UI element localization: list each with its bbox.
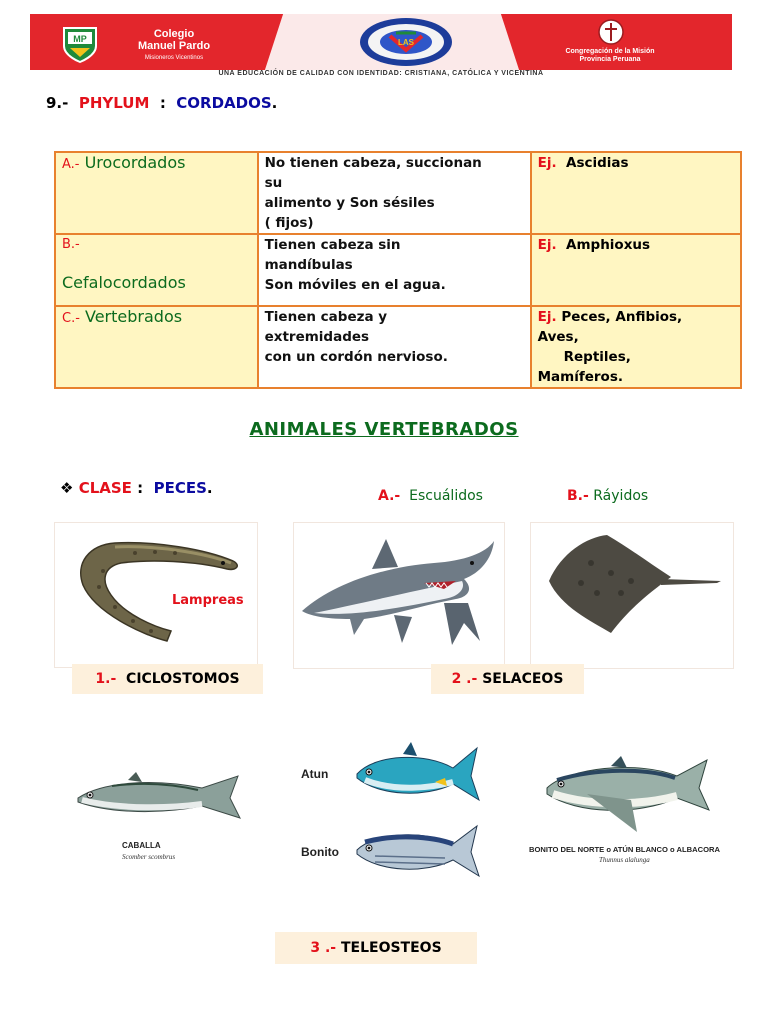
example-value: Ascidias — [566, 155, 629, 171]
diamond-bullet-icon: ❖ — [60, 479, 74, 497]
group-number: 3 .- — [310, 940, 337, 956]
albacore-scientific-name: Thunnus alalunga — [599, 856, 650, 864]
row-letter: C.- — [62, 311, 80, 326]
shark-image — [293, 522, 505, 669]
group-label-teleosteos — [275, 932, 477, 964]
subgroup-a-letter: A.- — [378, 488, 401, 504]
example-label: Ej. — [537, 155, 557, 171]
table-row — [55, 306, 741, 388]
subgroup-b — [567, 488, 648, 504]
mackerel-scientific-name: Scomber scombrus — [122, 853, 176, 861]
table-cell-description — [258, 306, 531, 388]
table-cell-example — [531, 152, 741, 234]
heading-dot: . — [271, 94, 278, 112]
tuna-bonito-illustration — [295, 738, 481, 886]
heading-phylum-name: CORDADOS — [176, 94, 272, 112]
mackerel-illustration — [72, 766, 248, 866]
clase-dot: . — [206, 479, 213, 497]
mackerel-caption: CABALLA — [122, 841, 161, 850]
group-name: TELEOSTEOS — [340, 940, 442, 956]
description-line: con un cordón nervioso. — [264, 349, 448, 365]
bonito-label: Bonito — [301, 845, 339, 859]
albacore-illustration — [527, 754, 733, 866]
description-line: No tienen cabeza, succionan — [264, 155, 482, 171]
ray-illustration — [531, 523, 733, 668]
chordates-table — [54, 151, 742, 389]
row-group-name: Urocordados — [84, 153, 186, 172]
row-letter: A.- — [62, 157, 80, 172]
school-name-line2: Manuel Pardo — [137, 40, 211, 52]
group-name: SELACEOS — [482, 671, 564, 687]
table-cell-group — [55, 234, 258, 306]
shark-illustration — [294, 523, 504, 668]
school-motto: UNA EDUCACIÓN DE CALIDAD CON IDENTIDAD: CRISTIANA, CATÓLICA Y VICENTINA — [218, 70, 544, 77]
heading-number: 9.- — [46, 94, 69, 112]
group-name: CICLOSTOMOS — [126, 671, 240, 687]
center-seal-logo — [356, 16, 456, 68]
example-value: Mamíferos. — [537, 369, 623, 385]
section-title: ANIMALES VERTEBRADOS — [249, 419, 519, 440]
congregation-name — [555, 48, 665, 64]
example-label: Ej. — [537, 237, 557, 253]
description-line: Son móviles en el agua. — [264, 277, 446, 293]
header-banner — [30, 14, 732, 70]
heading-phylum-label: PHYLUM — [78, 94, 150, 112]
group-label-selaceos — [431, 664, 584, 694]
school-name-line1: Colegio — [153, 28, 195, 40]
svg-text:LAS: LAS — [398, 38, 414, 47]
description-line: alimento y Son sésiles — [264, 195, 435, 211]
subgroup-b-letter: B.- — [567, 488, 589, 504]
row-group-name: Vertebrados — [85, 307, 183, 326]
example-value: Reptiles, — [563, 349, 631, 365]
group-number: 1.- — [95, 671, 117, 687]
ray-image — [530, 522, 734, 669]
table-cell-description — [258, 152, 531, 234]
row-letter: B.- — [62, 237, 80, 252]
description-line: Tienen cabeza sin — [264, 237, 401, 253]
subgroup-a-name: Escuálidos — [409, 488, 483, 504]
example-value: Amphioxus — [566, 237, 651, 253]
phylum-heading — [46, 94, 277, 112]
clase-label: CLASE — [78, 479, 132, 497]
svg-text:MP: MP — [73, 34, 87, 44]
congregation-logo-icon — [598, 18, 624, 46]
example-label: Ej. — [537, 309, 557, 325]
table-cell-description — [258, 234, 531, 306]
description-line: extremidades — [264, 329, 370, 345]
group-number: 2 .- — [451, 671, 478, 687]
lamprey-label: Lampreas — [172, 593, 244, 608]
subgroup-b-name: Ráyidos — [593, 488, 649, 504]
table-row — [55, 152, 741, 234]
clase-name: PECES — [153, 479, 207, 497]
table-row — [55, 234, 741, 306]
congregation-line2: Provincia Peruana — [579, 56, 641, 63]
congregation-line1: Congregación de la Misión — [565, 48, 655, 55]
albacore-caption: BONITO DEL NORTE o ATÚN BLANCO o ALBACORA — [529, 845, 720, 854]
clase-colon: : — [137, 479, 144, 497]
example-value: Aves, — [537, 329, 579, 345]
description-line: su — [264, 175, 283, 191]
example-value: Peces, Anfibios, — [561, 309, 683, 325]
description-line: mandíbulas — [264, 257, 353, 273]
school-name-sub: Misioneros Vicentinos — [144, 55, 204, 61]
heading-colon: : — [159, 94, 166, 112]
table-cell-group — [55, 152, 258, 234]
description-line: Tienen cabeza y — [264, 309, 388, 325]
table-cell-example — [531, 306, 741, 388]
clase-heading — [60, 479, 213, 497]
tuna-label: Atun — [301, 767, 329, 781]
school-shield-icon — [60, 24, 100, 64]
school-name — [114, 28, 234, 64]
subgroup-a — [378, 488, 483, 504]
row-group-name: Cefalocordados — [62, 273, 186, 292]
table-cell-group — [55, 306, 258, 388]
table-cell-example — [531, 234, 741, 306]
group-label-ciclostomos — [72, 664, 263, 694]
description-line: ( fijos) — [264, 215, 314, 231]
